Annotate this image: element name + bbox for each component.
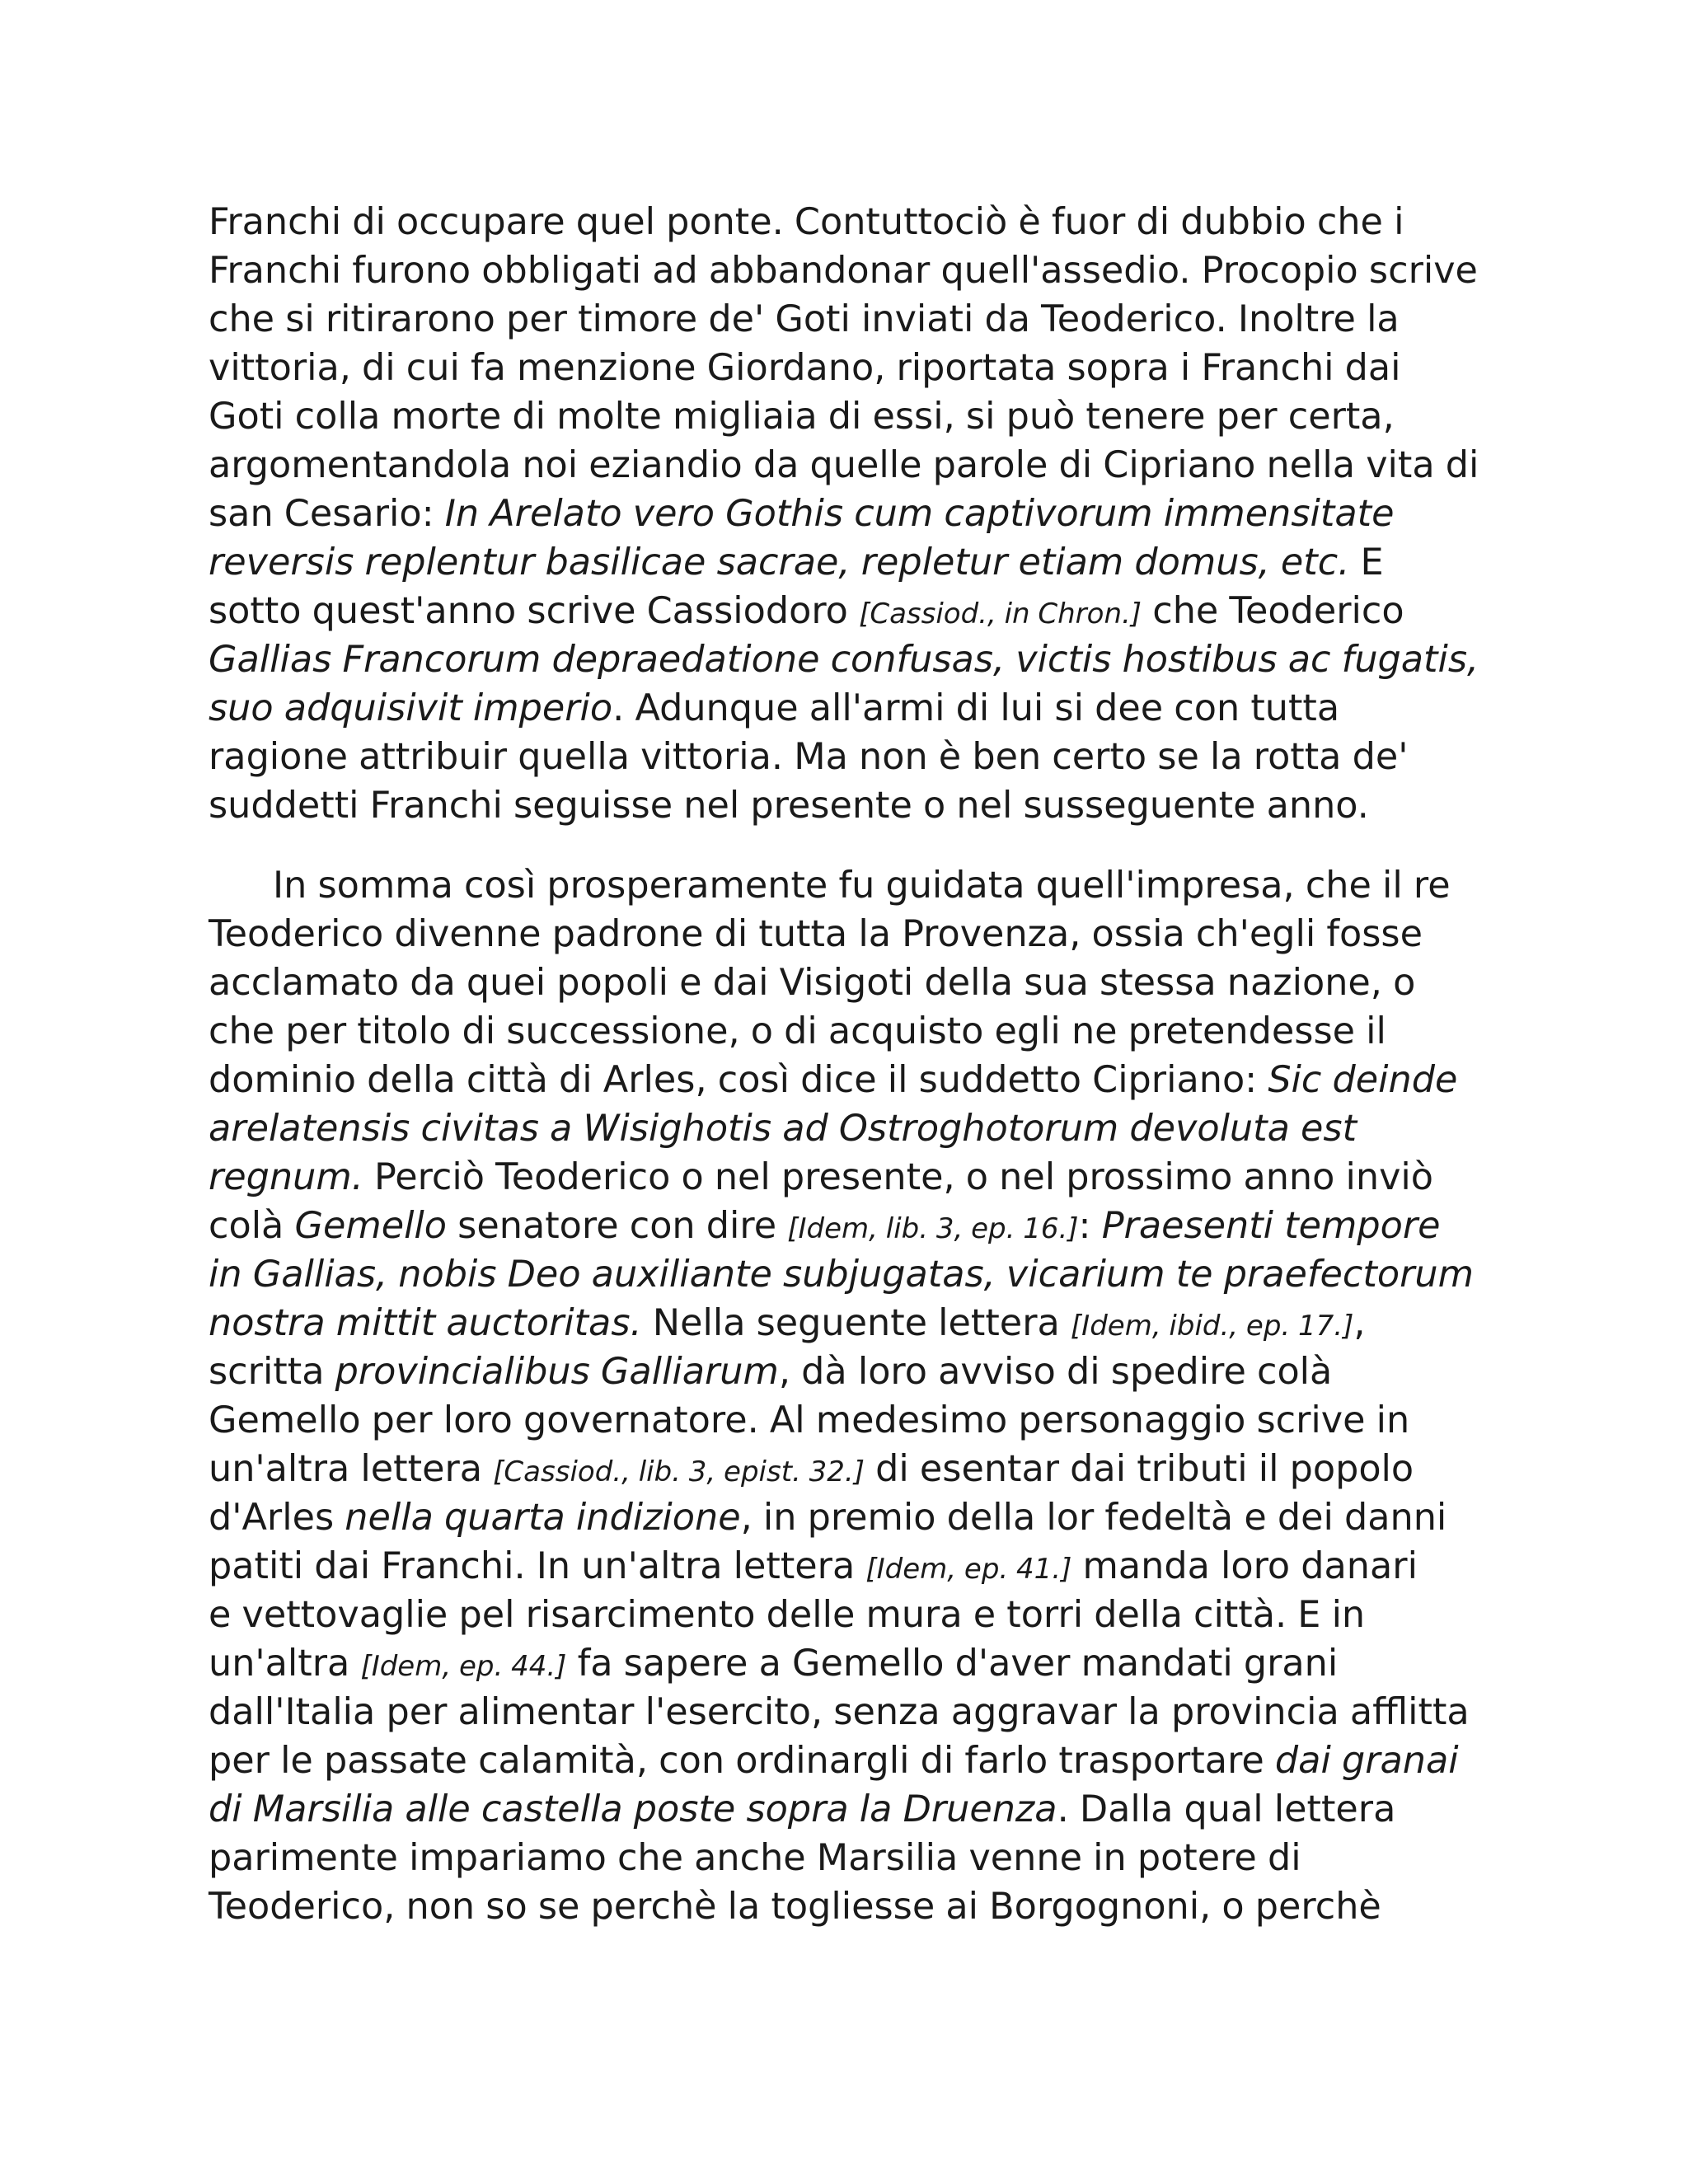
- text-line: Franchi di occupare quel ponte. Contuttociò è fuor di dubbio che i: [209, 201, 1404, 243]
- text-run: un'altra lettera: [209, 1448, 494, 1490]
- text-run: dominio della città di Arles, così dice il suddetto Cipriano:: [209, 1059, 1268, 1101]
- latin-quote: reversis replentur basilicae sacrae, repletur etiam domus, etc.: [209, 541, 1350, 583]
- latin-quote: suo adquisivit imperio: [209, 687, 613, 729]
- text-line: vittoria, di cui fa menzione Giordano, riportata sopra i Franchi dai: [209, 347, 1401, 389]
- text-line: e vettovaglie pel risarcimento delle mura e torri della città. E in: [209, 1594, 1366, 1636]
- text-run: Nella seguente lettera: [641, 1302, 1071, 1344]
- text-line: [209, 1153, 1478, 1202]
- text-line: [209, 1542, 1478, 1591]
- citation-reference: [Idem, ep. 41.]: [865, 1553, 1072, 1586]
- text-run: d'Arles: [209, 1497, 345, 1539]
- text-line: che per titolo di successione, o di acquisto egli ne pretendesse il: [209, 1010, 1386, 1052]
- text-run: , dà loro avviso di spedire colà: [778, 1351, 1333, 1393]
- text-run: colà: [209, 1205, 295, 1247]
- text-line: [209, 1202, 1478, 1250]
- text-line: parimente impariamo che anche Marsilia venne in potere di: [209, 1837, 1301, 1879]
- text-run: . Adunque all'armi di lui si dee con tutta: [612, 687, 1340, 729]
- text-run: ,: [1353, 1302, 1366, 1344]
- text-line: Goti colla morte di molte migliaia di essi, si può tenere per certa,: [209, 396, 1395, 438]
- latin-quote: in Gallias, nobis Deo auxiliante subjugatas, vicarium te praefectorum: [209, 1254, 1474, 1296]
- text-line: [209, 1445, 1478, 1493]
- text-line: Franchi furono obbligati ad abbandonar quell'assedio. Procopio scrive: [209, 250, 1478, 292]
- text-line: [209, 1736, 1478, 1785]
- text-line: Teoderico, non so se perchè la togliesse ai Borgognoni, o perchè: [209, 1886, 1381, 1928]
- text-run: un'altra: [209, 1643, 361, 1685]
- citation-reference: [Idem, ibid., ep. 17.]: [1070, 1310, 1354, 1343]
- text-run: E: [1349, 541, 1384, 583]
- text-run: patiti dai Franchi. In un'altra lettera: [209, 1545, 866, 1587]
- text-line: [209, 684, 1478, 733]
- text-run: sotto quest'anno scrive Cassiodoro: [209, 590, 860, 632]
- text-line: [209, 1347, 1478, 1396]
- text-line: dall'Italia per alimentar l'esercito, senza aggravar la provincia afflitta: [209, 1691, 1470, 1733]
- latin-quote: provincialibus Galliarum: [335, 1351, 779, 1393]
- text-run: fa sapere a Gemello d'aver mandati grani: [566, 1643, 1339, 1685]
- text-line: argomentandola noi eziandio da quelle parole di Cipriano nella vita di: [209, 444, 1479, 486]
- text-line: acclamato da quei popoli e dai Visigoti della sua stessa nazione, o: [209, 962, 1416, 1004]
- text-line: [209, 490, 1478, 538]
- text-line: [209, 1299, 1478, 1347]
- text-line: [209, 1785, 1478, 1834]
- latin-quote: Sic deinde: [1268, 1059, 1458, 1101]
- text-line: ragione attribuir quella vittoria. Ma non è ben certo se la rotta de': [209, 736, 1409, 778]
- italic-phrase: di Marsilia alle castella poste sopra la Druenza: [209, 1788, 1057, 1830]
- latin-quote: Praesenti tempore: [1101, 1205, 1441, 1247]
- text-line: [209, 1639, 1478, 1688]
- text-run: manda loro danari: [1071, 1545, 1418, 1587]
- paragraph-2: [209, 861, 1478, 1931]
- citation-reference: [Cassiod., in Chron.]: [859, 598, 1142, 630]
- text-line: suddetti Franchi seguisse nel presente o nel susseguente anno.: [209, 785, 1369, 827]
- text-line: Teoderico divenne padrone di tutta la Provenza, ossia ch'egli fosse: [209, 913, 1423, 955]
- document-page: [209, 198, 1478, 1931]
- italic-name: Gemello: [294, 1205, 448, 1247]
- text-run: . Dalla qual lettera: [1057, 1788, 1396, 1830]
- text-line: [209, 1493, 1478, 1542]
- italic-phrase: dai granai: [1274, 1740, 1459, 1782]
- text-line: [209, 1056, 1478, 1104]
- text-run: Perciò Teoderico o nel presente, o nel prossimo anno inviò: [363, 1156, 1433, 1198]
- latin-quote: Gallias Francorum depraedatione confusas, victis hostibus ac fugatis,: [209, 639, 1479, 681]
- text-run: senatore con dire: [447, 1205, 788, 1247]
- latin-quote: In Arelato vero Gothis cum captivorum immensitate: [444, 493, 1395, 535]
- text-line: [209, 538, 1478, 587]
- italic-phrase: nella quarta indizione: [345, 1497, 741, 1539]
- paragraph-1: [209, 198, 1478, 830]
- text-run: che Teoderico: [1142, 590, 1404, 632]
- latin-quote: nostra mittit auctoritas.: [209, 1302, 642, 1344]
- text-line: [209, 587, 1478, 635]
- paragraph-gap: [209, 830, 1478, 861]
- text-run: :: [1078, 1205, 1102, 1247]
- text-line: Gemello per loro governatore. Al medesimo personaggio scrive in: [209, 1399, 1410, 1441]
- text-line: In somma così prosperamente fu guidata quell'impresa, che il re: [273, 865, 1451, 907]
- text-line: che si ritirarono per timore de' Goti inviati da Teoderico. Inoltre la: [209, 298, 1400, 340]
- text-run: , in premio della lor fedeltà e dei danni: [740, 1497, 1447, 1539]
- latin-quote: arelatensis civitas a Wisighotis ad Ostroghotorum devoluta est: [209, 1108, 1357, 1150]
- citation-reference: [Cassiod., lib. 3, epist. 32.]: [493, 1455, 865, 1488]
- citation-reference: [Idem, ep. 44.]: [360, 1650, 567, 1683]
- citation-reference: [Idem, lib. 3, ep. 16.]: [787, 1212, 1079, 1245]
- text-run: per le passate calamità, con ordinargli di farlo trasportare: [209, 1740, 1275, 1782]
- text-run: san Cesario:: [209, 493, 445, 535]
- text-run: di esentar dai tributi il popolo: [864, 1448, 1414, 1490]
- text-run: scritta: [209, 1351, 335, 1393]
- latin-quote: regnum.: [209, 1156, 363, 1198]
